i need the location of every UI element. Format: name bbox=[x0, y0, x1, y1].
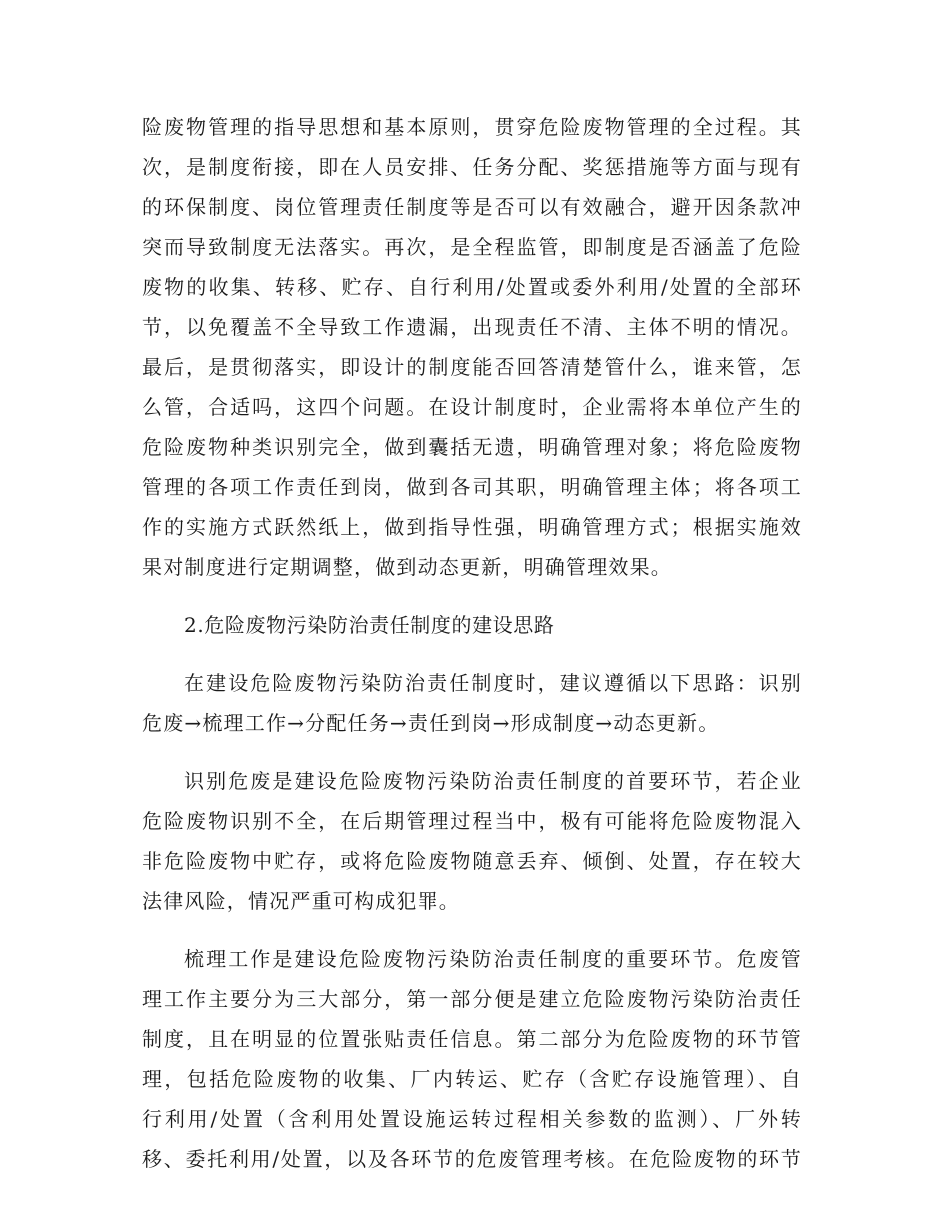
text-line: 在建设危险废物污染防治责任制度时，建议遵循以下思路：识别 bbox=[184, 671, 802, 695]
text-line: 险废物管理的指导思想和基本原则，贯穿危险废物管理的全过程。其 bbox=[142, 115, 802, 139]
text-line: 理，包括危险废物的收集、厂内转运、贮存（含贮存设施管理）、自 bbox=[142, 1067, 802, 1091]
paragraph-approach bbox=[142, 663, 802, 743]
text-line: 梳理工作是建设危险废物污染防治责任制度的重要环节。危废管 bbox=[184, 947, 802, 971]
text-line: 危险废物识别不全，在后期管理过程当中，极有可能将危险废物混入 bbox=[142, 809, 802, 833]
text-line: 次，是制度衔接，即在人员安排、任务分配、奖惩措施等方面与现有 bbox=[142, 155, 802, 179]
text-line: 节，以免覆盖不全导致工作遗漏，出现责任不清、主体不明的情况。 bbox=[142, 315, 802, 339]
section-heading: 2.危险废物污染防治责任制度的建设思路 bbox=[184, 613, 555, 637]
text-line: 移、委托利用/处置，以及各环节的危废管理考核。在危险废物的环节 bbox=[142, 1147, 802, 1171]
text-line: 管理的各项工作责任到岗，做到各司其职，明确管理主体；将各项工 bbox=[142, 475, 802, 499]
text-line: 法律风险，情况严重可构成犯罪。 bbox=[142, 889, 460, 913]
paragraph-principles bbox=[142, 107, 802, 587]
text-line: 作的实施方式跃然纸上，做到指导性强，明确管理方式；根据实施效 bbox=[142, 515, 802, 539]
paragraph-sort-work bbox=[142, 939, 802, 1179]
text-line: 行利用/处置（含利用处置设施运转过程相关参数的监测）、厂外转 bbox=[142, 1107, 802, 1131]
text-line: 么管，合适吗，这四个问题。在设计制度时，企业需将本单位产生的 bbox=[142, 395, 802, 419]
text-line: 制度，且在明显的位置张贴责任信息。第二部分为危险废物的环节管 bbox=[142, 1027, 802, 1051]
text-line: 理工作主要分为三大部分，第一部分便是建立危险废物污染防治责任 bbox=[142, 987, 802, 1011]
text-line: 识别危废是建设危险废物污染防治责任制度的首要环节，若企业 bbox=[184, 769, 802, 793]
text-line: 果对制度进行定期调整，做到动态更新，明确管理效果。 bbox=[142, 555, 672, 579]
text-line: 废物的收集、转移、贮存、自行利用/处置或委外利用/处置的全部环 bbox=[142, 275, 802, 299]
text-line: 突而导致制度无法落实。再次，是全程监管，即制度是否涵盖了危险 bbox=[142, 235, 802, 259]
paragraph-identify-waste bbox=[142, 761, 802, 921]
document-page bbox=[142, 107, 802, 1179]
text-line: 危废→梳理工作→分配任务→责任到岗→形成制度→动态更新。 bbox=[142, 711, 720, 735]
text-line: 危险废物种类识别完全，做到囊括无遗，明确管理对象；将危险废物 bbox=[142, 435, 802, 459]
text-line: 最后，是贯彻落实，即设计的制度能否回答清楚管什么，谁来管，怎 bbox=[142, 355, 802, 379]
text-line: 非危险废物中贮存，或将危险废物随意丢弃、倾倒、处置，存在较大 bbox=[142, 849, 802, 873]
text-line: 的环保制度、岗位管理责任制度等是否可以有效融合，避开因条款冲 bbox=[142, 195, 802, 219]
